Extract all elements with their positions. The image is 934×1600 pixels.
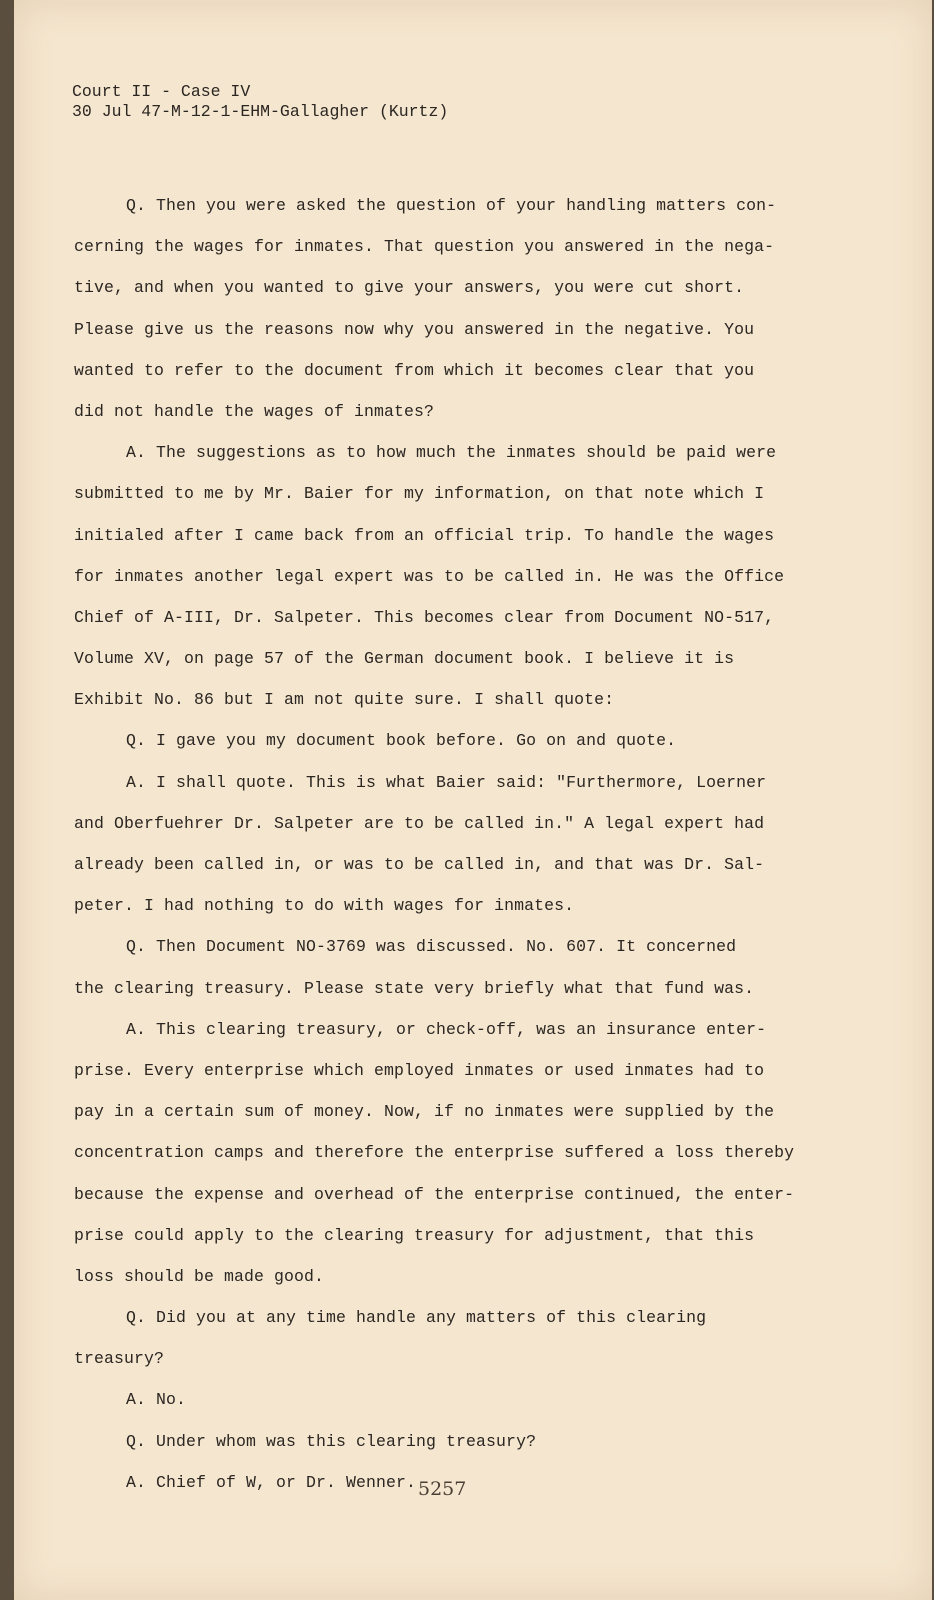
transcript-line: the clearing treasury. Please state very briefly what that fund was. bbox=[74, 978, 755, 998]
header-court-line: Court II - Case IV bbox=[72, 82, 251, 101]
transcript-line: Q. Then Document NO-3769 was discussed. No. 607. It concerned bbox=[126, 937, 737, 957]
transcript-body bbox=[74, 185, 834, 1503]
transcript-line: for inmates another legal expert was to be called in. He was the Office bbox=[74, 566, 785, 586]
transcript-line: cerning the wages for inmates. That question you answered in the nega- bbox=[74, 237, 775, 257]
transcript-line: Q. Then you were asked the question of your handling matters con- bbox=[126, 196, 777, 215]
transcript-line: already been called in, or was to be called in, and that was Dr. Sal- bbox=[74, 855, 765, 874]
transcript-line: A. This clearing treasury, or check-off, was an insurance enter- bbox=[126, 1019, 767, 1039]
transcript-line: Q. I gave you my document book before. Go on and quote. bbox=[126, 731, 677, 751]
transcript-line: Q. Under whom was this clearing treasury? bbox=[126, 1431, 537, 1451]
page-number: 5257 bbox=[418, 1478, 467, 1500]
transcript-line: Q. Did you at any time handle any matters of this clearing bbox=[126, 1308, 707, 1328]
transcript-line: tive, and when you wanted to give your answers, you were cut short. bbox=[74, 278, 745, 298]
transcript-line: did not handle the wages of inmates? bbox=[74, 401, 435, 421]
transcript-line: and Oberfuehrer Dr. Salpeter are to be called in." A legal expert had bbox=[74, 813, 765, 833]
transcript-line: because the expense and overhead of the enterprise continued, the enter- bbox=[74, 1184, 795, 1204]
transcript-line: A. I shall quote. This is what Baier said: "Furthermore, Loerner bbox=[126, 772, 767, 792]
transcript-line: submitted to me by Mr. Baier for my information, on that note which I bbox=[74, 484, 765, 504]
transcript-line: loss should be made good. bbox=[74, 1266, 325, 1286]
transcript-line: Exhibit No. 86 but I am not quite sure. I shall quote: bbox=[74, 690, 615, 710]
transcript-line: Chief of A-III, Dr. Salpeter. This becomes clear from Document NO-517, bbox=[74, 607, 775, 627]
transcript-line: peter. I had nothing to do with wages for inmates. bbox=[74, 896, 575, 916]
transcript-line: A. No. bbox=[126, 1390, 187, 1410]
transcript-line: concentration camps and therefore the enterprise suffered a loss thereby bbox=[74, 1143, 795, 1163]
transcript-line: treasury? bbox=[74, 1349, 165, 1369]
transcript-line: A. The suggestions as to how much the inmates should be paid were bbox=[126, 443, 777, 463]
transcript-line: pay in a certain sum of money. Now, if no inmates were supplied by the bbox=[74, 1102, 775, 1122]
transcript-line: prise. Every enterprise which employed inmates or used inmates had to bbox=[74, 1060, 765, 1080]
header-date-line: 30 Jul 47-M-12-1-EHM-Gallagher (Kurtz) bbox=[72, 102, 449, 121]
transcript-line: Volume XV, on page 57 of the German document book. I believe it is bbox=[74, 649, 735, 669]
transcript-line: wanted to refer to the document from which it becomes clear that you bbox=[74, 360, 755, 380]
transcript-line: Please give us the reasons now why you answered in the negative. You bbox=[74, 319, 755, 339]
transcript-line: A. Chief of W, or Dr. Wenner. bbox=[126, 1472, 417, 1492]
transcript-line: prise could apply to the clearing treasury for adjustment, that this bbox=[74, 1225, 755, 1245]
document-page bbox=[14, 0, 932, 1600]
case-header bbox=[72, 82, 448, 122]
transcript-line: initialed after I came back from an official trip. To handle the wages bbox=[74, 525, 775, 545]
